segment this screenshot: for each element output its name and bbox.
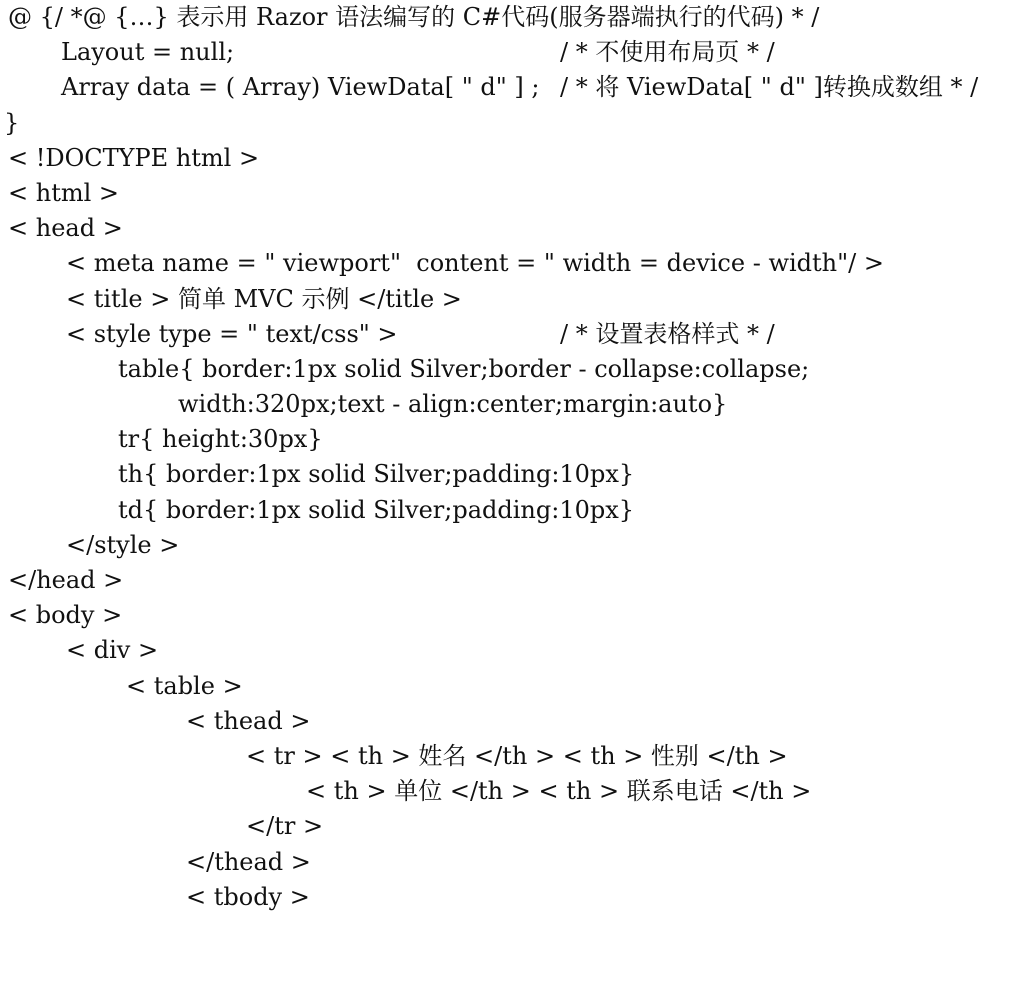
code-text: </tr > [246,812,324,841]
code-text: td{ border:1px solid Silver;padding:10px} [118,495,635,524]
code-line-11 [0,352,1030,387]
code-line-4 [0,106,1030,141]
code-line-22 [0,739,1030,774]
code-line-20 [0,669,1030,704]
code-text: table{ border:1px solid Silver;border - collapse:collapse; [118,354,810,383]
code-comment: / * 设置表格样式 * / [560,319,775,348]
code-text: < title > 简单 MVC 示例 </title > [66,284,462,313]
code-line-23 [0,774,1030,809]
code-text: Layout = null; [61,38,235,67]
code-text: < th > 单位 </th > < th > 联系电话 </th > [306,777,812,806]
code-text: Array data = ( Array) ViewData[ " d" ] ; [61,73,540,102]
code-text: } [4,108,20,137]
code-text: < html > [8,178,120,207]
code-text: < head > [8,214,123,243]
code-line-12 [0,387,1030,422]
code-text: width:320px;text - align:center;margin:auto} [178,390,728,419]
code-line-5 [0,141,1030,176]
code-text: < style type = " text/css" > [66,319,398,348]
code-line-21 [0,704,1030,739]
code-text: < !DOCTYPE html > [8,143,260,172]
code-line-14 [0,457,1030,492]
code-line-24 [0,809,1030,844]
code-text: </style > [66,530,180,559]
code-text: < div > [66,636,159,665]
code-text: < meta name = " viewport" content = " width = device - width"/ > [66,249,884,278]
code-text: tr{ height:30px} [118,425,323,454]
code-line-13 [0,422,1030,457]
code-line-6 [0,176,1030,211]
code-line-18 [0,598,1030,633]
code-line-8 [0,246,1030,281]
code-line-9 [0,282,1030,317]
code-text: </head > [8,566,124,594]
code-line-19 [0,633,1030,668]
code-text: </thead > [186,847,311,876]
code-line-17 [0,563,1030,598]
code-text: @ {/ *@ {…} 表示用 Razor 语法编写的 C#代码(服务器端执行的代码) * / [8,3,820,31]
code-comment: / * 将 ViewData[ " d" ]转换成数组 * / [560,73,979,102]
code-line-16 [0,528,1030,563]
code-line-26 [0,880,1030,915]
code-text: th{ border:1px solid Silver;padding:10px} [118,460,635,489]
code-text: < tbody > [186,882,310,911]
code-line-7 [0,211,1030,246]
code-line-10 [0,317,1030,352]
code-line-15 [0,493,1030,528]
code-text: < tr > < th > 姓名 </th > < th > 性别 </th > [246,741,788,770]
code-line-1 [0,0,1030,35]
code-comment: / * 不使用布局页 * / [560,38,775,67]
code-line-25 [0,845,1030,880]
code-text: < body > [8,601,123,630]
code-line-3 [0,70,1030,105]
code-text: < table > [126,671,243,700]
code-line-2 [0,35,1030,70]
code-text: < thead > [186,706,311,735]
